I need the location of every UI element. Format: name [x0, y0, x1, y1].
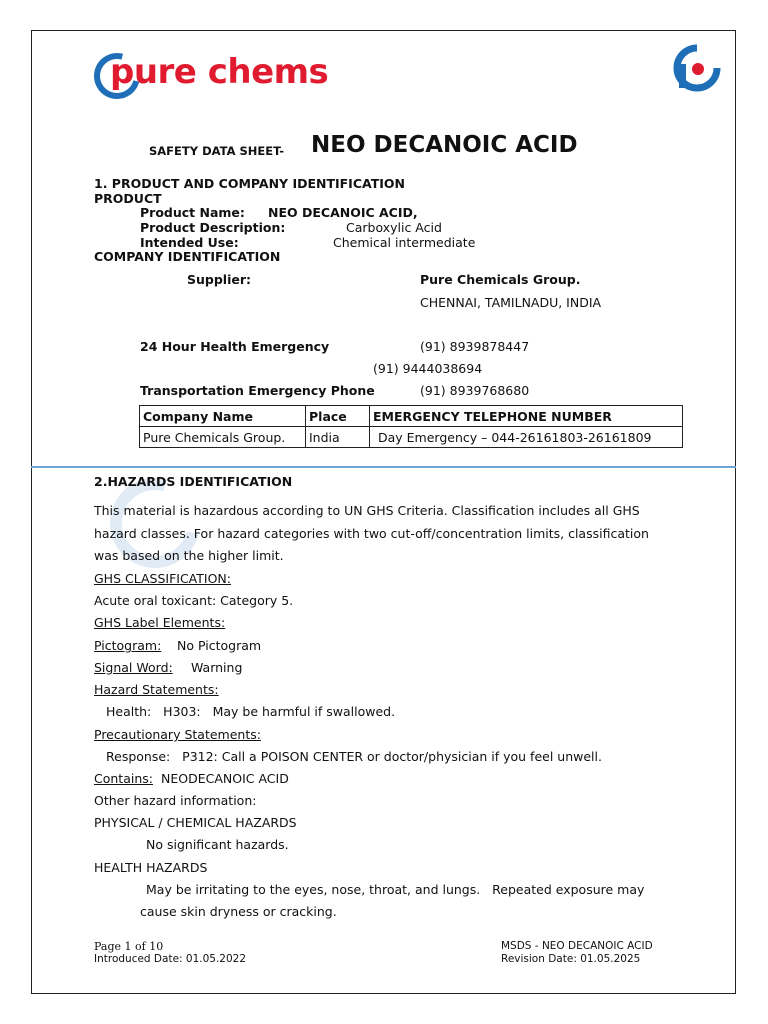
product-name-label: Product Name: — [140, 205, 245, 220]
health-emergency-label: 24 Hour Health Emergency — [140, 339, 330, 354]
table-header-row — [140, 406, 683, 427]
page-title: NEO DECANOIC ACID — [311, 132, 578, 158]
section1-heading: 1. PRODUCT AND COMPANY IDENTIFICATION — [94, 176, 405, 191]
pure-chems-logo — [94, 50, 364, 106]
physical-hazards-heading: PHYSICAL / CHEMICAL HAZARDS — [94, 815, 297, 830]
contains-value: NEODECANOIC ACID — [161, 771, 289, 786]
footer-doc-title: MSDS - NEO DECANOIC ACID — [501, 940, 653, 952]
intended-use-value: Chemical intermediate — [333, 235, 476, 250]
health-phone-1: (91) 8939878447 — [420, 339, 530, 354]
transport-emergency-label: Transportation Emergency Phone — [140, 383, 375, 398]
product-desc-value: Carboxylic Acid — [346, 220, 442, 235]
revision-date: Revision Date: 01.05.2025 — [501, 953, 641, 965]
hazard-statement: Health: H303: May be harmful if swallowed. — [106, 704, 396, 719]
ghs-classification-label: GHS CLASSIFICATION: — [94, 571, 231, 586]
transport-phone: (91) 8939768680 — [420, 383, 530, 398]
physical-hazards-value: No significant hazards. — [146, 837, 289, 852]
health-hazards-line-2: cause skin dryness or cracking. — [140, 904, 337, 919]
section-divider — [31, 466, 736, 468]
table-cell: India — [306, 427, 370, 448]
supplier-address: CHENNAI, TAMILNADU, INDIA — [420, 295, 602, 310]
supplier-name: Pure Chemicals Group. — [420, 272, 581, 287]
section2-heading: 2.HAZARDS IDENTIFICATION — [94, 474, 293, 489]
intro-line-3: was based on the higher limit. — [94, 548, 284, 563]
intended-use-label: Intended Use: — [140, 235, 239, 250]
table-cell: Day Emergency – 044-26161803-26161809 — [370, 427, 683, 448]
precautionary-statement: Response: P312: Call a POISON CENTER or doctor/physician if you feel unwell. — [106, 749, 602, 764]
supplier-label: Supplier: — [187, 272, 252, 287]
hazard-statements-label: Hazard Statements: — [94, 682, 219, 697]
pictogram-label: Pictogram: — [94, 638, 162, 653]
health-phone-2: (91) 9444038694 — [373, 361, 483, 376]
health-hazards-line-1: May be irritating to the eyes, nose, throat, and lungs. Repeated exposure may — [146, 882, 645, 897]
table-header-cell: Company Name — [140, 406, 306, 427]
signal-word-label: Signal Word: — [94, 660, 173, 675]
ghs-label-elements: GHS Label Elements: — [94, 615, 226, 630]
table-row — [140, 427, 683, 448]
product-label: PRODUCT — [94, 191, 162, 206]
logo-text: pure chems — [110, 52, 329, 92]
contains-label: Contains: — [94, 771, 153, 786]
product-name-value: NEO DECANOIC ACID, — [268, 205, 418, 220]
table-header-cell: Place — [306, 406, 370, 427]
brand-mark-icon — [673, 44, 721, 92]
introduced-date: Introduced Date: 01.05.2022 — [94, 953, 247, 965]
page-number: Page 1 of 10 — [94, 940, 164, 953]
company-identification-label: COMPANY IDENTIFICATION — [94, 249, 281, 264]
table-cell: Pure Chemicals Group. — [140, 427, 306, 448]
health-hazards-heading: HEALTH HAZARDS — [94, 860, 208, 875]
pictogram-value: No Pictogram — [177, 638, 262, 653]
intro-line-1: This material is hazardous according to UN GHS Criteria. Classification includes all GHS — [94, 503, 640, 518]
title-prefix: SAFETY DATA SHEET- — [149, 144, 285, 158]
table-header-cell: EMERGENCY TELEPHONE NUMBER — [370, 406, 683, 427]
other-hazard-info: Other hazard information: — [94, 793, 257, 808]
product-desc-label: Product Description: — [140, 220, 286, 235]
precautionary-statements-label: Precautionary Statements: — [94, 727, 261, 742]
ghs-classification-value: Acute oral toxicant: Category 5. — [94, 593, 294, 608]
emergency-contact-table — [139, 405, 683, 448]
intro-line-2: hazard classes. For hazard categories with two cut-off/concentration limits, classification — [94, 526, 649, 541]
signal-word-value: Warning — [191, 660, 243, 675]
